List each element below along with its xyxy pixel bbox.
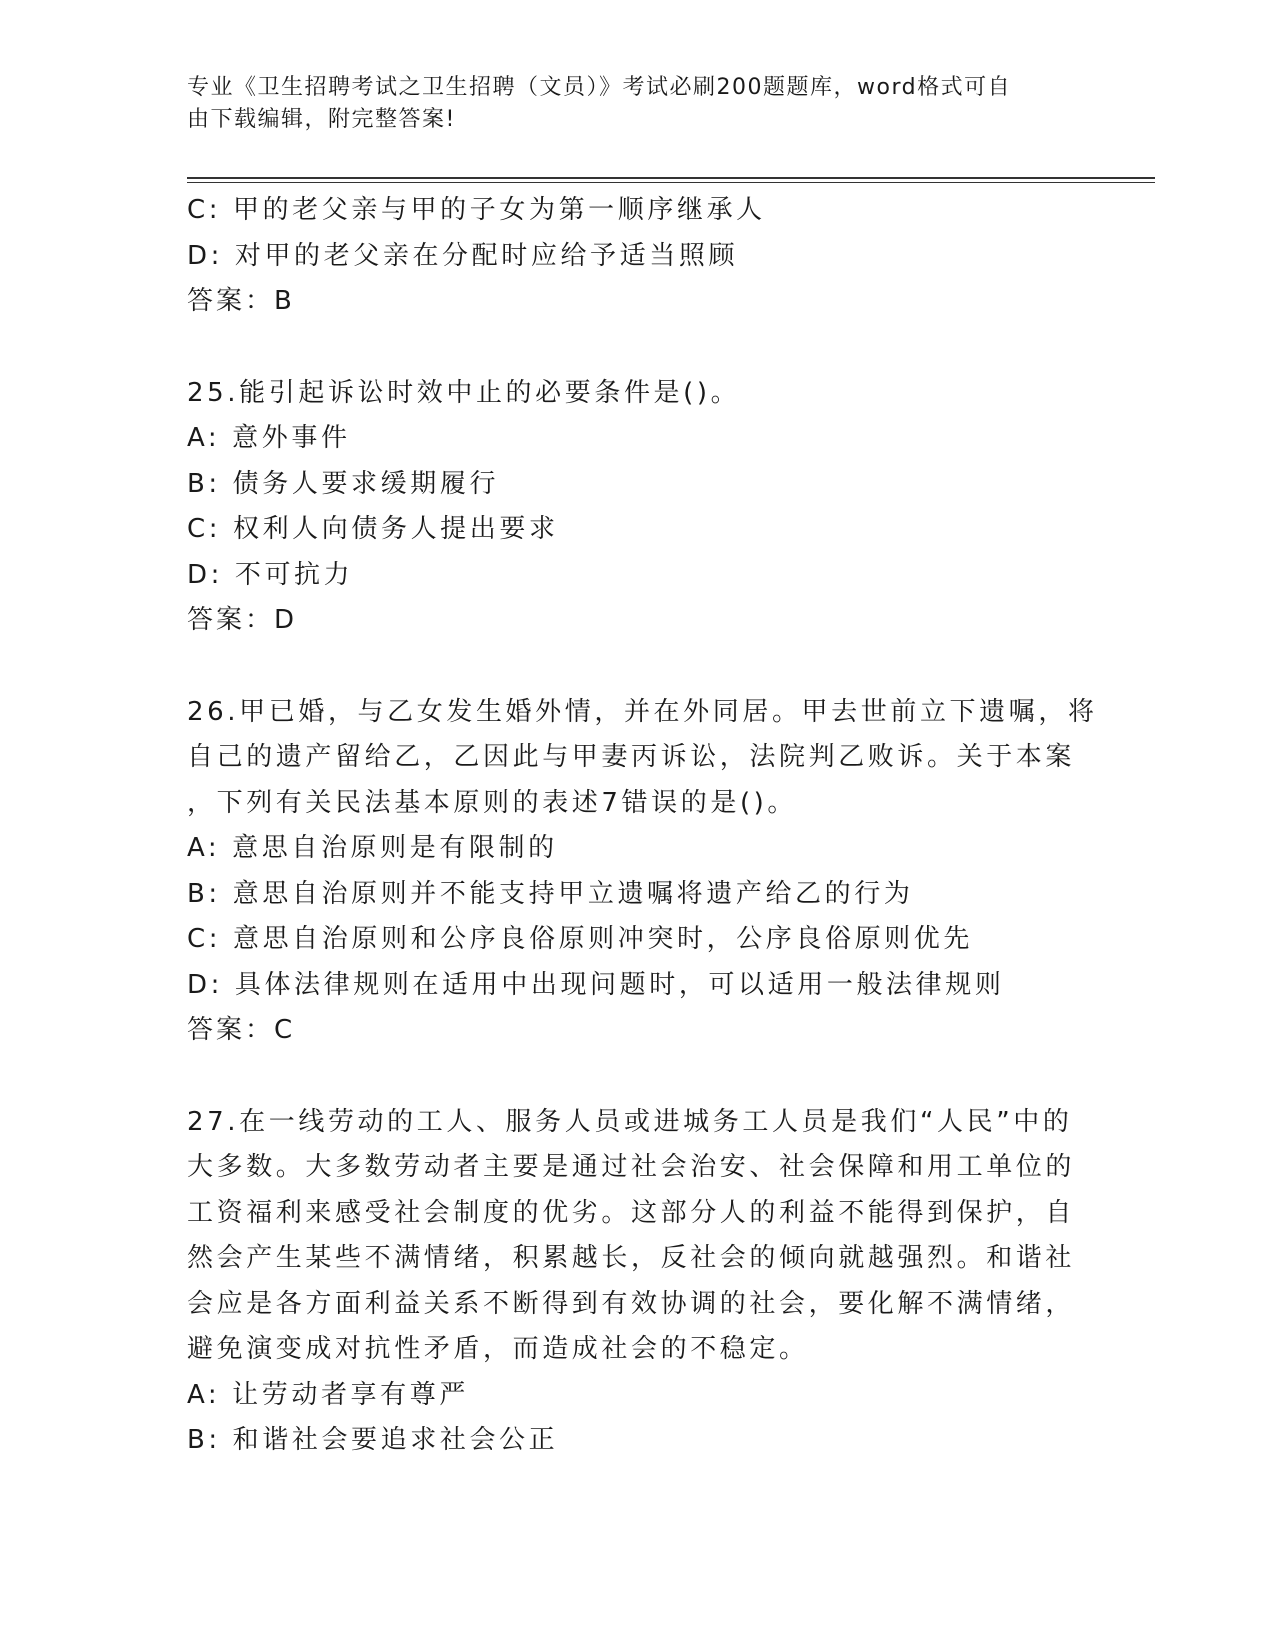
option-b: B: 意思自治原则并不能支持甲立遗嘱将遗产给乙的行为 bbox=[187, 878, 914, 909]
question-stem: 25.能引起诉讼时效中止的必要条件是()。 bbox=[187, 377, 741, 408]
header-divider-thin bbox=[187, 182, 1155, 183]
option-d: D: 对甲的老父亲在分配时应给予适当照顾 bbox=[187, 240, 739, 271]
question-stem-line: ，下列有关民法基本原则的表述7错误的是()。 bbox=[187, 787, 798, 818]
option-b: B: 和谐社会要追求社会公正 bbox=[187, 1425, 559, 1455]
answer-line: 答案：D bbox=[187, 605, 298, 635]
question-stem-line: 避免演变成对抗性矛盾，而造成社会的不稳定。 bbox=[187, 1334, 809, 1364]
header-divider-thick bbox=[187, 177, 1155, 179]
question-stem-line: 自己的遗产留给乙，乙因此与甲妻丙诉讼，法院判乙败诉。关于本案 bbox=[187, 742, 1076, 772]
option-b: B: 债务人要求缓期履行 bbox=[187, 468, 500, 499]
header-line-2: 由下载编辑，附完整答案! bbox=[187, 107, 456, 132]
page-header bbox=[187, 72, 1067, 136]
header-line-1: 专业《卫生招聘考试之卫生招聘（文员）》考试必刷200题题库，word格式可自 bbox=[187, 75, 1012, 100]
document-body bbox=[187, 188, 1098, 1464]
option-c: C: 甲的老父亲与甲的子女为第一顺序继承人 bbox=[187, 195, 766, 225]
option-a: A: 意外事件 bbox=[187, 423, 351, 453]
option-a: A: 意思自治原则是有限制的 bbox=[187, 833, 558, 863]
question-25 bbox=[187, 371, 1087, 644]
question-stem-line: 26.甲已婚，与乙女发生婚外情，并在外同居。甲去世前立下遗嘱，将 bbox=[187, 696, 1098, 727]
option-c: C: 权利人向债务人提出要求 bbox=[187, 514, 559, 544]
option-d: D: 具体法律规则在适用中出现问题时，可以适用一般法律规则 bbox=[187, 969, 1005, 1000]
question-26 bbox=[187, 690, 1098, 1054]
question-24-tail bbox=[187, 188, 1087, 325]
question-stem-line: 工资福利来感受社会制度的优劣。这部分人的利益不能得到保护，自 bbox=[187, 1197, 1076, 1228]
question-27 bbox=[187, 1100, 1087, 1464]
question-stem-line: 27.在一线劳动的工人、服务人员或进城务工人员是我们“人民”中的 bbox=[187, 1106, 1073, 1137]
question-stem-line: 大多数。大多数劳动者主要是通过社会治安、社会保障和用工单位的 bbox=[187, 1152, 1076, 1182]
answer-line: 答案：C bbox=[187, 1015, 296, 1045]
option-a: A: 让劳动者享有尊严 bbox=[187, 1379, 469, 1410]
question-stem-line: 会应是各方面利益关系不断得到有效协调的社会，要化解不满情绪， bbox=[187, 1288, 1076, 1319]
option-d: D: 不可抗力 bbox=[187, 559, 354, 590]
question-stem-line: 然会产生某些不满情绪，积累越长，反社会的倾向就越强烈。和谐社 bbox=[187, 1243, 1076, 1273]
answer-line: 答案：B bbox=[187, 286, 295, 316]
option-c: C: 意思自治原则和公序良俗原则冲突时，公序良俗原则优先 bbox=[187, 924, 973, 954]
